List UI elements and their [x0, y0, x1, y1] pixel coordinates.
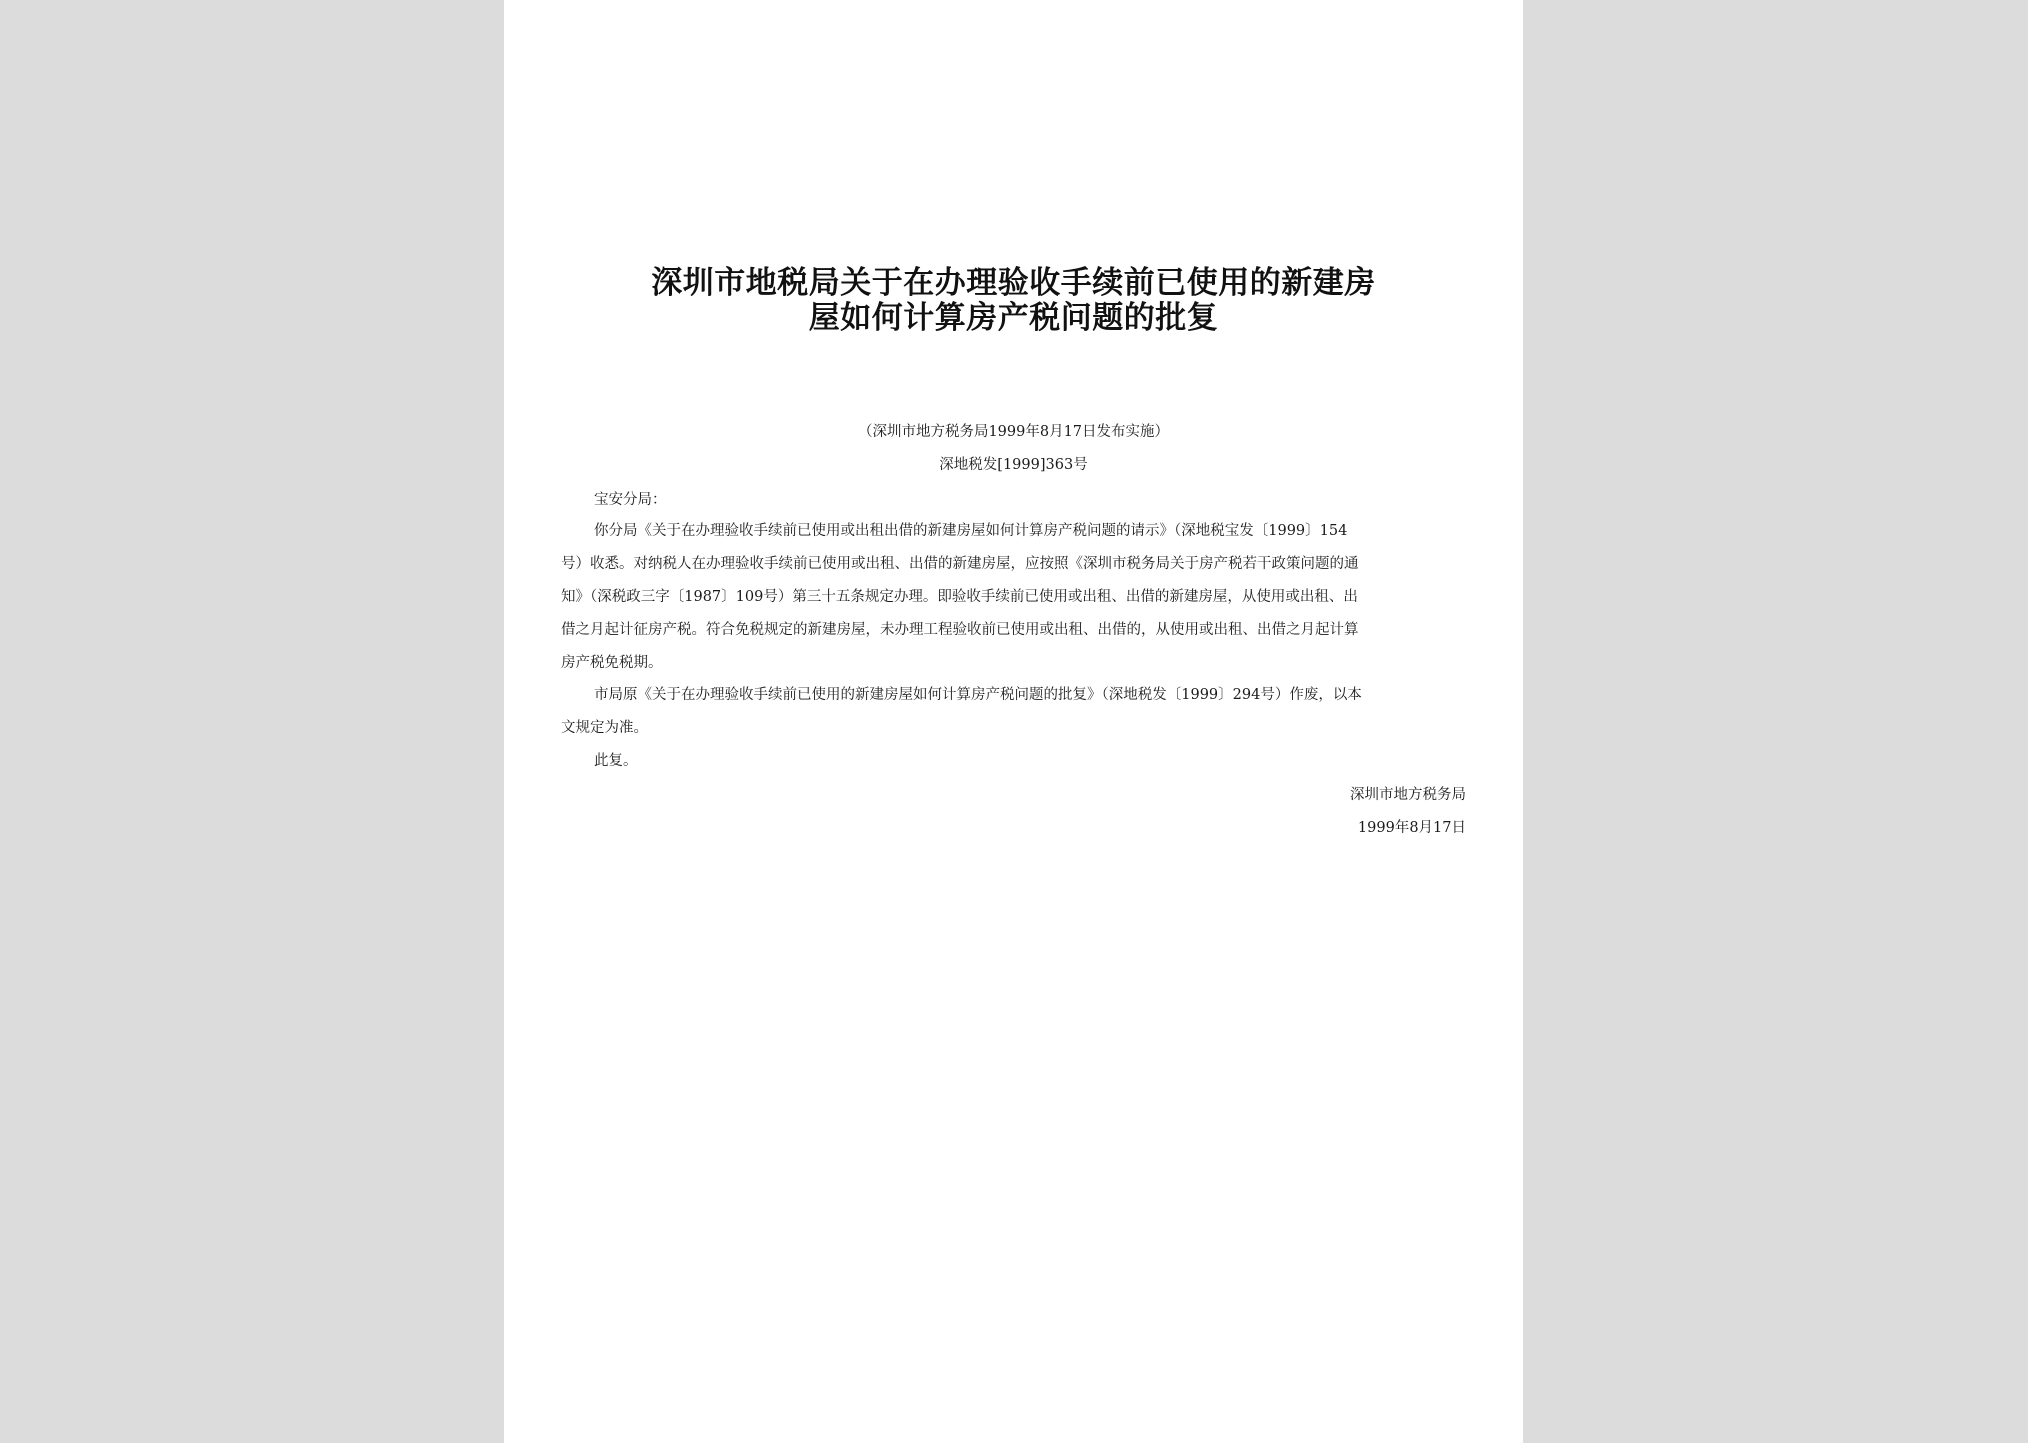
- closing: [561, 745, 1467, 778]
- paragraph-2-line: 市局原《关于在办理验收手续前已使用的新建房屋如何计算房产税问题的批复》（深地税发〔1999〕294号）作废，以本: [594, 687, 1362, 703]
- signature-date: 1999年8月17日: [1357, 820, 1466, 836]
- document-page: [504, 0, 1523, 1443]
- paragraph-1: [561, 515, 1467, 680]
- salutation: [561, 484, 1467, 517]
- paragraph-1-line: 号）收悉。对纳税人在办理验收手续前已使用或出租、出借的新建房屋，应按照《深圳市税务局关于房产税若干政策问题的通: [561, 556, 1359, 572]
- document-title-line-2: 屋如何计算房产税问题的批复: [808, 300, 1219, 336]
- issue-note: （深圳市地方税务局1999年8月17日发布实施）: [857, 424, 1170, 440]
- document-title-line-1: 深圳市地税局关于在办理验收手续前已使用的新建房: [651, 265, 1376, 301]
- paragraph-1-line: 你分局《关于在办理验收手续前已使用或出租出借的新建房屋如何计算房产税问题的请示》（深地税宝发〔1999〕154: [594, 523, 1348, 539]
- paragraph-2: [561, 679, 1467, 745]
- closing-text: 此复。: [594, 753, 638, 769]
- signature-authority: 深圳市地方税务局: [1350, 787, 1466, 803]
- paragraph-1-line: 房产税免税期。: [561, 655, 663, 671]
- paragraph-2-line: 文规定为准。: [561, 720, 648, 736]
- document-number: 深地税发[1999]363号: [939, 457, 1088, 473]
- paragraph-1-line: 知》（深税政三字〔1987〕109号）第三十五条规定办理。即验收手续前已使用或出租、出借的新建房屋，从使用或出租、出: [561, 589, 1358, 605]
- salutation-text: 宝安分局：: [594, 492, 667, 508]
- paragraph-1-line: 借之月起计征房产税。符合免税规定的新建房屋，未办理工程验收前已使用或出租、出借的，从使用或出租、出借之月起计算: [561, 622, 1359, 638]
